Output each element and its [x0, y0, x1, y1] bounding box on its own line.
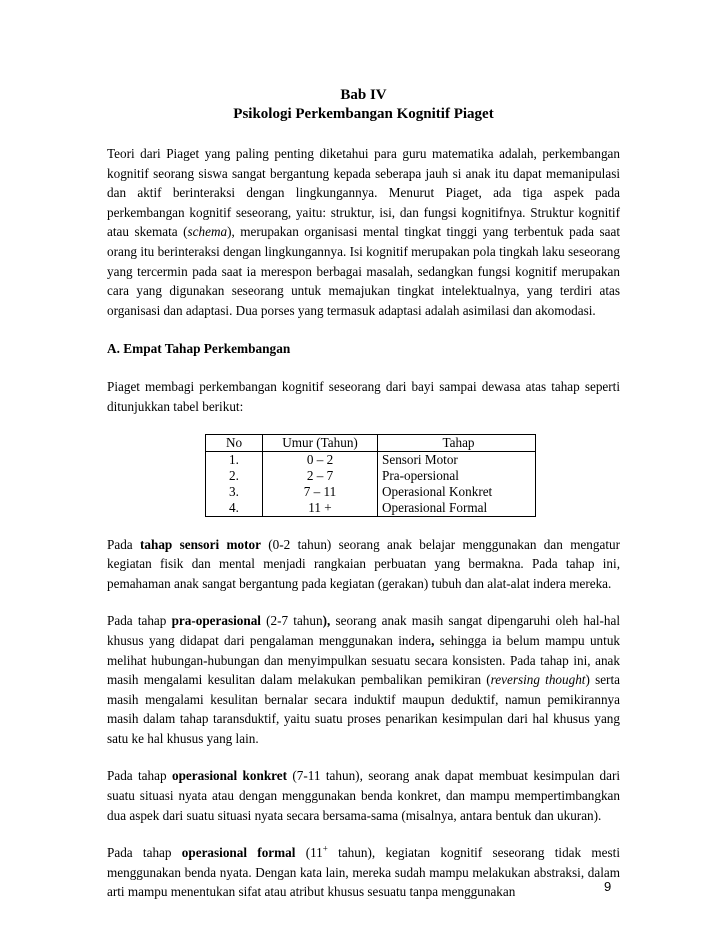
cell-stage: Sensori Motor [378, 451, 536, 468]
cell-no: 2. [206, 468, 263, 484]
text-run: tahun), kegiatan kognitif seseorang tidak mesti menggunakan benda nyata. Dengan kata lain, mereka sudah mampu melakukan abstraksi, dalam arti mampu menentukan sifat atau atribut khusus sesuatu tanpa menggunakan [107, 845, 620, 900]
sensori-motor-paragraph [107, 535, 620, 594]
cell-stage: Operasional Formal [378, 500, 536, 517]
cell-stage: Pra-opersional [378, 468, 536, 484]
bold-punct: , [431, 632, 435, 648]
text-run: Pada tahap [107, 845, 182, 861]
page-number: 9 [604, 879, 612, 894]
cell-age: 11 + [263, 500, 378, 517]
cell-no: 4. [206, 500, 263, 517]
chapter-label: Bab IV [340, 87, 387, 103]
text-run: ) serta masih mengalami kesulitan bernalar secara induktif maupun deduktif, namun pemikirannya masih dalam tahap taransduktif, yaitu suatu proses penarikan kesimpulan dari hal khusus yang satu ke hal khusus yang lain. [107, 672, 620, 746]
table-header-row [206, 434, 536, 451]
stages-table-wrapper [205, 434, 620, 517]
text-run: (11 [295, 845, 323, 861]
header-stage: Tahap [378, 434, 536, 451]
text-run: (2-7 tahun [260, 613, 323, 629]
cell-age: 2 – 7 [263, 468, 378, 484]
text-run: sehingga ia belum mampu untuk melihat hubungan-hubungan dan menyimpulkan sesuatu secara konsisten. Pada tahap ini, anak masih mengalami kesulitan dalam melakukan pembalikan pemikiran ( [107, 632, 621, 688]
section-a-intro: Piaget membagi perkembangan kognitif seseorang dari bayi sampai dewasa atas tahap seperti ditunjukkan tabel berikut: [107, 379, 620, 414]
italic-term: reversing thought [490, 672, 586, 688]
cell-no: 1. [206, 451, 263, 468]
table-row [206, 484, 536, 500]
text-run: (0-2 tahun) seorang anak belajar menggunakan dan mengatur kegiatan fisik dan mental menjadi rangkaian perbuatan yang bermakna. Pada tahap ini, pemahaman anak sangat bergantung pada kegiatan (gerakan) tubuh dan alat-alat indera mereka. [107, 536, 620, 591]
header-no: No [206, 434, 263, 451]
chapter-title: Psikologi Perkembangan Kognitif Piaget [233, 106, 494, 122]
bold-term: pra-operasional [171, 613, 261, 629]
text-run: seorang anak masih sangat dipengaruhi oleh hal-hal khusus yang didapat dari pengalaman menggunakan indera [107, 613, 620, 648]
intro-italic-term: schema [187, 224, 228, 240]
table-row [206, 451, 536, 468]
operasional-formal-paragraph [107, 843, 620, 902]
bold-punct: ), [322, 613, 331, 629]
bold-term: tahap sensori motor [140, 536, 261, 552]
intro-text-a: Teori dari Piaget yang paling penting diketahui para guru matematika adalah, perkembangan kognitif seorang siswa sangat bergantung kepada seberapa jauh si anak itu dapat memanipulasi dan aktif berinteraksi dengan lingkungannya. Menurut Piaget, ada tiga aspek pada perkembangan kognitif seseorang, yaitu: struktur, isi, dan fungsi kognitifnya. Struktur kognitif atau skemata ( [107, 146, 620, 240]
table-row [206, 468, 536, 484]
text-run: Pada tahap [107, 768, 172, 784]
table-row [206, 500, 536, 517]
intro-paragraph [107, 144, 620, 320]
section-a-heading: A. Empat Tahap Perkembangan [107, 341, 291, 357]
text-run: (7-11 tahun), seorang anak dapat membuat kesimpulan dari suatu situasi nyata atau dengan menggunakan benda konkret, dan mampu mempertimbangkan dua aspek dari suatu situasi nyata secara bersama-sama (misalnya, antara bentuk dan ukuran). [107, 768, 620, 823]
cell-age: 0 – 2 [263, 451, 378, 468]
intro-text-b: ), merupakan organisasi mental tingkat tinggi yang terbentuk pada saat orang itu berinteraksi dengan lingkungannya. Isi kognitif merupakan pola tingkah laku seseorang yang tercermin pada saat ia merespon berbagai masalah, sedangkan fungsi kognitif merupakan cara yang digunakan seseorang untuk memajukan tingkat intelektualnya, yang terdiri atas organisasi dan adaptasi. Dua porses yang termasuk adaptasi adalah asimilasi dan akomodasi. [107, 224, 620, 318]
superscript-plus: + [322, 843, 328, 854]
pra-operasional-paragraph [107, 611, 620, 748]
bold-term: operasional konkret [171, 768, 288, 784]
text-run: Pada tahap [107, 613, 172, 629]
operasional-konkret-paragraph [107, 766, 620, 825]
cell-no: 3. [206, 484, 263, 500]
stages-table [205, 434, 536, 517]
text-run: Pada [107, 536, 140, 552]
bold-term: operasional formal [181, 845, 296, 861]
page-content [107, 86, 620, 902]
header-age: Umur (Tahun) [263, 434, 378, 451]
cell-age: 7 – 11 [263, 484, 378, 500]
cell-stage: Operasional Konkret [378, 484, 536, 500]
